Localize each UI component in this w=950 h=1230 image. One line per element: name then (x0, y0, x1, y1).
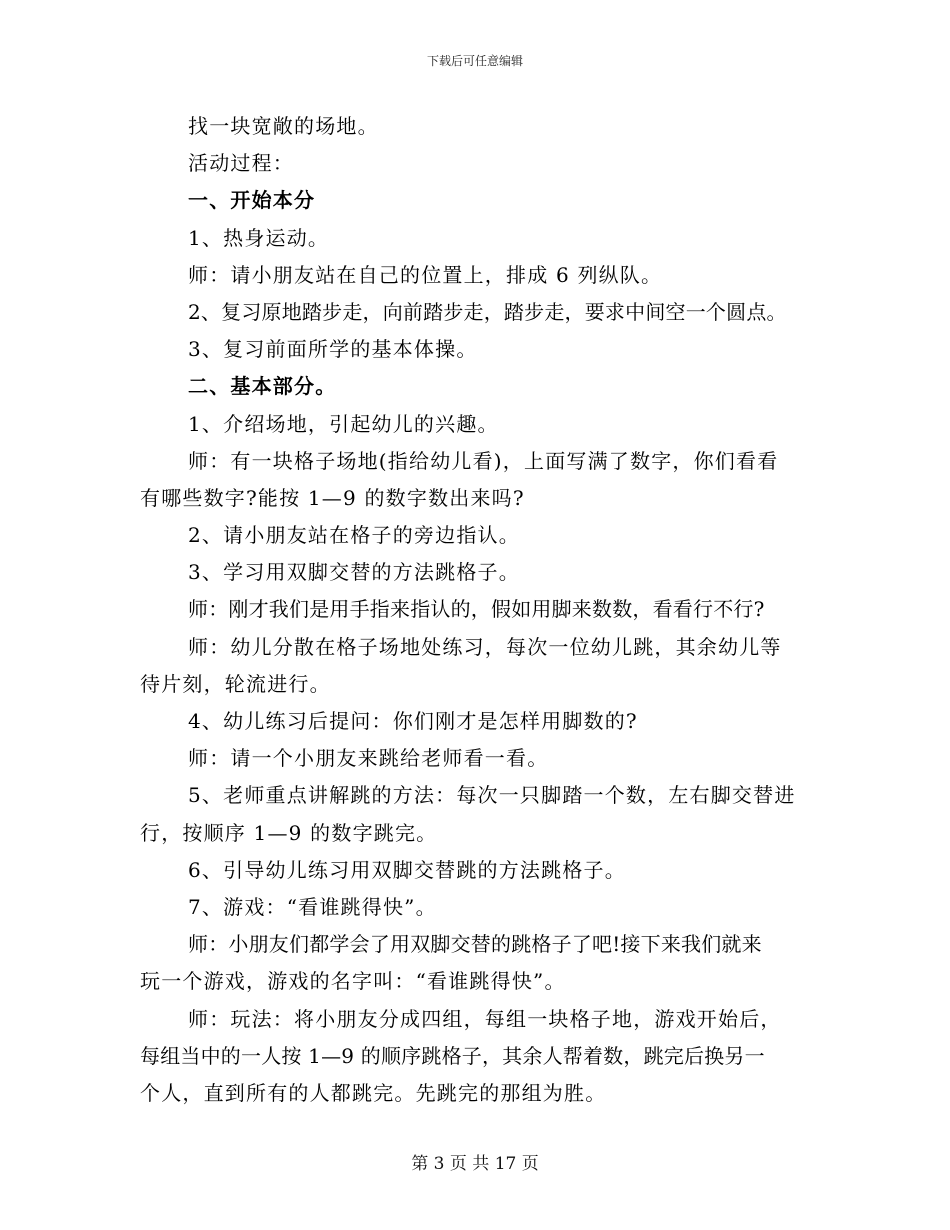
page-header: 下载后可任意编辑 (426, 54, 523, 68)
paragraph-line: 师：幼儿分散在格子场地处练习，每次一位幼儿跳，其余幼儿等 (188, 634, 782, 659)
paragraph-line: 玩一个游戏，游戏的名字叫：“看谁跳得快”。 (140, 969, 566, 994)
paragraph-line: 3、复习前面所学的基本体操。 (188, 337, 478, 362)
paragraph-line: 2、请小朋友站在格子的旁边指认。 (188, 523, 520, 548)
paragraph-line: 1、热身运动。 (188, 225, 330, 250)
paragraph-line: 5、老师重点讲解跳的方法：每次一只脚踏一个数，左右脚交替进 (188, 783, 796, 808)
paragraph-line: 个人，直到所有的人都跳完。先跳完的那组为胜。 (140, 1080, 607, 1105)
paragraph-line: 6、引导幼儿练习用双脚交替跳的方法跳格子。 (188, 857, 626, 882)
section-heading: 二、基本部分。 (188, 374, 337, 399)
paragraph-line: 1、介绍场地，引起幼儿的兴趣。 (188, 411, 499, 436)
paragraph-line: 师：有一块格子场地(指给幼儿看)，上面写满了数字，你们看看 (188, 448, 779, 473)
paragraph-line: 3、学习用双脚交替的方法跳格子。 (188, 560, 520, 585)
paragraph-line: 师：刚才我们是用手指来指认的，假如用脚来数数，看看行不行? (188, 597, 765, 622)
paragraph-line: 有哪些数字?能按 1—9 的数字数出来吗? (140, 485, 525, 510)
paragraph-line: 找一块宽敞的场地。 (188, 114, 379, 138)
paragraph-line: 师：请一个小朋友来跳给老师看一看。 (188, 746, 549, 771)
paragraph-line: 师：玩法：将小朋友分成四组，每组一块格子地，游戏开始后， (188, 1006, 782, 1031)
paragraph-line: 活动过程： (188, 151, 294, 176)
document-body (140, 108, 830, 1112)
paragraph-line: 4、幼儿练习后提问：你们刚才是怎样用脚数的? (188, 709, 638, 733)
paragraph-line: 待片刻，轮流进行。 (140, 671, 331, 696)
paragraph-line: 行，按顺序 1—9 的数字跳完。 (140, 820, 438, 845)
paragraph-line: 每组当中的一人按 1—9 的顺序跳格子，其余人帮着数，跳完后换另一 (140, 1043, 765, 1068)
paragraph-line: 师：小朋友们都学会了用双脚交替的跳格子了吧!接下来我们就来 (188, 932, 762, 957)
page-number: 第 3 页 共 17 页 (411, 1154, 539, 1174)
paragraph-line: 2、复习原地踏步走，向前踏步走，踏步走，要求中间空一个圆点。 (188, 299, 787, 324)
section-heading: 一、开始本分 (188, 188, 316, 213)
paragraph-line: 师：请小朋友站在自己的位置上，排成 6 列纵队。 (188, 262, 663, 287)
paragraph-line: 7、游戏：“看谁跳得快”。 (188, 894, 437, 919)
